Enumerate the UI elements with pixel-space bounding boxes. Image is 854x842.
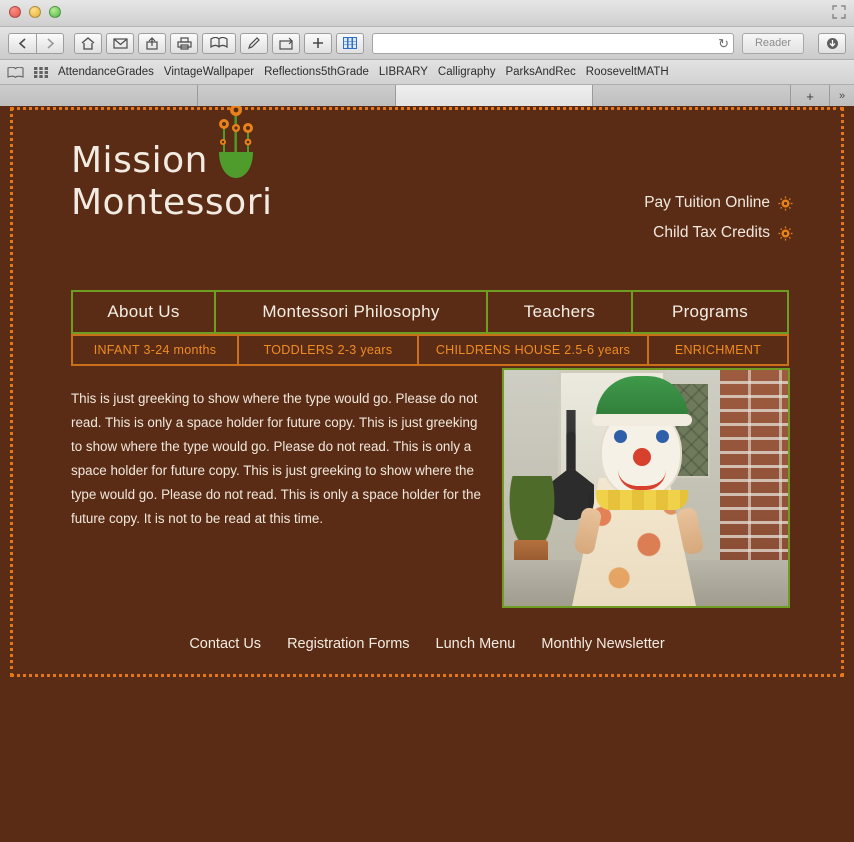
- new-tab-button[interactable]: +: [791, 85, 830, 107]
- photo-mask-nose: [633, 448, 651, 466]
- minimize-window-button[interactable]: [29, 6, 41, 18]
- sunburst-icon: [778, 226, 793, 241]
- tab-4[interactable]: [593, 85, 791, 107]
- footer-navigation[interactable]: [13, 636, 841, 652]
- photo-mask-left-eye: [614, 430, 627, 443]
- nav-item-about-us[interactable]: About Us: [73, 292, 216, 332]
- footer-link-contact-us[interactable]: Contact Us: [189, 636, 262, 652]
- footer-link-monthly-newsletter[interactable]: Monthly Newsletter: [541, 636, 665, 652]
- home-button[interactable]: [74, 33, 102, 54]
- edit-icon[interactable]: [240, 33, 268, 54]
- nav-item-programs[interactable]: Programs: [671, 302, 749, 321]
- downloads-icon[interactable]: [818, 33, 846, 54]
- bookmark-reflections5thgrade[interactable]: Reflections5thGrade: [264, 66, 369, 78]
- bookmark-rooseveltmath[interactable]: RooseveltMATH: [585, 66, 669, 78]
- navigation-buttons[interactable]: [8, 33, 64, 54]
- tab-bar[interactable]: [0, 85, 854, 108]
- close-window-button[interactable]: [9, 6, 21, 18]
- child-tax-credits-label: Child Tax Credits: [653, 224, 770, 241]
- site-logo[interactable]: [71, 140, 371, 224]
- back-button[interactable]: [8, 33, 36, 54]
- nav-item-teachers[interactable]: Teachers: [488, 292, 633, 332]
- pay-tuition-online-label: Pay Tuition Online: [644, 194, 770, 211]
- site-frame: [10, 107, 844, 677]
- child-tax-credits-link[interactable]: [644, 224, 793, 242]
- footer-link-lunch-menu[interactable]: Lunch Menu: [435, 636, 516, 652]
- subnav-item-toddlers[interactable]: TODDLERS 2-3 years: [239, 336, 419, 364]
- photo-clown-hat-brim: [592, 414, 692, 426]
- bookmark-parksandrec[interactable]: ParksAndRec: [505, 66, 576, 78]
- fullscreen-icon[interactable]: [832, 5, 846, 19]
- utility-links[interactable]: [644, 194, 793, 254]
- top-sites-bookmark-icon[interactable]: [34, 67, 48, 78]
- bookmarks-bar[interactable]: [0, 60, 854, 85]
- logo-line-1: Mission: [71, 140, 208, 181]
- forward-button[interactable]: [36, 33, 64, 54]
- nav-item-montessori-philosophy[interactable]: Montessori Philosophy: [216, 292, 488, 332]
- tab-3-active[interactable]: [396, 85, 594, 107]
- subnav-item-childrens-house[interactable]: CHILDRENS HOUSE 2.5-6 years: [419, 336, 649, 364]
- top-sites-icon[interactable]: [336, 33, 364, 54]
- photo-mask-right-eye: [656, 430, 669, 443]
- zoom-window-button[interactable]: [49, 6, 61, 18]
- flower-logo-icon: [201, 106, 271, 182]
- tab-2[interactable]: [198, 85, 396, 107]
- pay-tuition-online-link[interactable]: [644, 194, 793, 212]
- logo-line-2: Montessori: [71, 182, 273, 223]
- window-controls[interactable]: [9, 6, 61, 18]
- site-header: [13, 110, 841, 280]
- sunburst-icon: [778, 196, 793, 211]
- photo-mask-collar: [596, 490, 688, 510]
- share-icon[interactable]: [138, 33, 166, 54]
- footer-link-registration-forms[interactable]: Registration Forms: [287, 636, 410, 652]
- reload-icon[interactable]: ↻: [718, 35, 729, 51]
- subnav-item-enrichment[interactable]: ENRICHMENT: [674, 343, 762, 357]
- subnav-item-infant[interactable]: INFANT 3-24 months: [73, 336, 239, 364]
- bookmark-calligraphy[interactable]: Calligraphy: [437, 66, 496, 78]
- address-bar[interactable]: [372, 33, 734, 54]
- hero-photo: [502, 368, 790, 608]
- tab-1[interactable]: [0, 85, 198, 107]
- bookmark-attendancegrades[interactable]: AttendanceGrades: [58, 66, 154, 78]
- bookmark-library[interactable]: LIBRARY: [378, 66, 428, 78]
- mail-icon[interactable]: [106, 33, 134, 54]
- reading-list-sidebar-icon[interactable]: [7, 67, 24, 78]
- tab-overflow-button[interactable]: »: [830, 85, 854, 107]
- browser-chrome: [0, 0, 854, 109]
- title-bar: [0, 0, 854, 27]
- sub-navigation[interactable]: [71, 334, 789, 366]
- reading-list-icon[interactable]: [202, 33, 236, 54]
- body-copy: This is just greeking to show where the type would go. Please do not read. This is only a space holder for future copy. This is just greeking to show where the type would go. Please do not read. This is only a space holder for future copy. This is just greeking to show where the type would go. Please do not read. This is only a space holder for the future copy. It is not to be read at this time.: [71, 391, 481, 526]
- main-navigation[interactable]: [71, 290, 789, 334]
- export-icon[interactable]: [272, 33, 300, 54]
- add-bookmark-icon[interactable]: [304, 33, 332, 54]
- bookmark-vintagewallpaper[interactable]: VintageWallpaper: [163, 66, 255, 78]
- browser-toolbar[interactable]: [0, 27, 854, 60]
- page-content: [0, 106, 854, 842]
- print-icon[interactable]: [170, 33, 198, 54]
- reader-button[interactable]: Reader: [742, 33, 804, 54]
